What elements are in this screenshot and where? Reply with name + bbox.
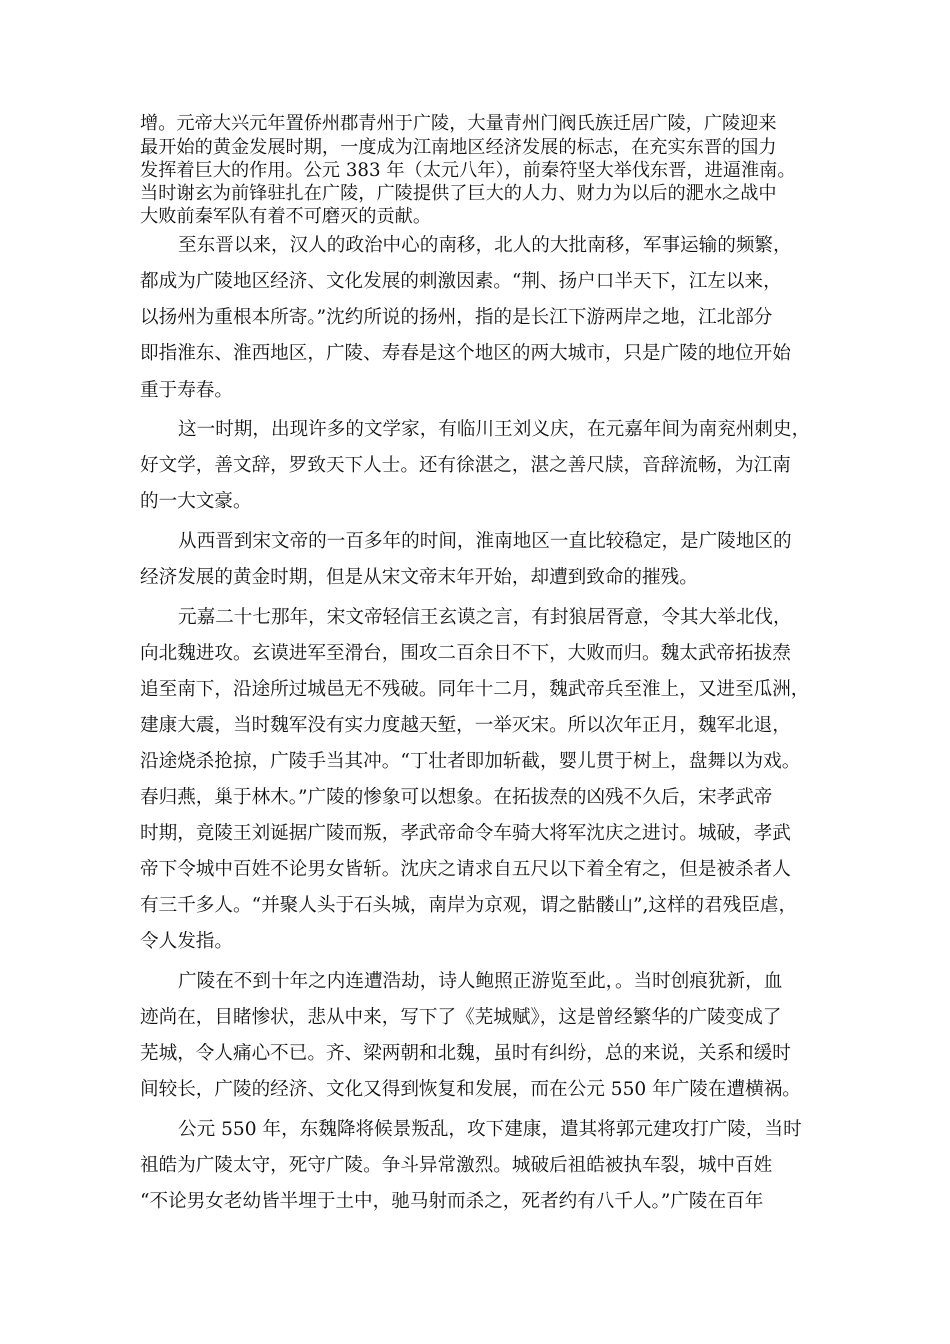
text-line: 时期，竟陵王刘诞据广陵而叛，孝武帝命令车骑大将军沈庆之进讨。城破，孝武 — [140, 823, 791, 844]
text-line: 当时谢玄为前锋驻扎在广陵，广陵提供了巨大的人力、财力为以后的淝水之战中 — [140, 183, 777, 204]
text-line: 公元 550 年，东魏降将候景叛乱，攻下建康，遣其将郭元建攻打广陵，当时 — [178, 1119, 802, 1140]
text-line: 都成为广陵地区经济、文化发展的刺激因素。“荆、扬户口半天下，江左以来， — [140, 271, 782, 292]
text-line: 迹尚在，目睹惨状，悲从中来，写下了《芜城赋》，这是曾经繁华的广陵变成了 — [140, 1007, 782, 1028]
text-line: 帝下令城中百姓不论男女皆斩。沈庆之请求自五尺以下着全宥之，但是被杀者人 — [140, 859, 791, 880]
text-line: 经济发展的黄金时期，但是从宋文帝末年开始，却遭到致命的摧残。 — [140, 567, 698, 588]
text-line: 增。元帝大兴元年置侨州郡青州于广陵，大量青州门阀氏族迁居广陵，广陵迎来 — [140, 113, 777, 134]
text-line: 大败前秦军队有着不可磨灭的贡献。 — [140, 206, 432, 227]
text-line: 建康大震，当时魏军没有实力度越天堑，一举灭宋。所以次年正月，魏军北退， — [140, 715, 791, 736]
text-line: 春归燕，巢于林木。”广陵的惨象可以想象。在拓拔焘的凶残不久后，宋孝武帝 — [140, 787, 773, 808]
text-line: 即指淮东、淮西地区，广陵、寿春是这个地区的两大城市，只是广陵的地位开始 — [140, 343, 791, 364]
text-line: “不论男女老幼皆半埋于土中，驰马射而杀之，死者约有八千人。”广陵在百年 — [140, 1191, 764, 1212]
text-line: 的一大文豪。 — [140, 491, 252, 512]
text-line: 追至南下，沿途所过城邑无不残破。同年十二月，魏武帝兵至淮上，又进至瓜洲， — [140, 679, 810, 700]
text-line: 以扬州为重根本所寄。”沈约所说的扬州，指的是长江下游两岸之地，江北部分 — [140, 307, 773, 328]
text-line: 至东晋以来，汉人的政治中心的南移，北人的大批南移，军事运输的频繁， — [178, 235, 792, 256]
text-line: 向北魏进攻。玄谟进军至滑台，围攻二百余日不下，大败而归。魏太武帝拓拔焘 — [140, 643, 791, 664]
text-line: 这一时期，出现许多的文学家，有临川王刘义庆，在元嘉年间为南兖州刺史， — [178, 419, 811, 440]
text-line: 广陵在不到十年之内连遭浩劫，诗人鲍照正游览至此，。当时创痕犹新，血 — [178, 971, 783, 992]
text-line: 沿途烧杀抢掠，广陵手当其冲。“丁壮者即加斩截，婴儿贯于树上，盘舞以为戏。 — [140, 751, 801, 772]
text-line: 间较长，广陵的经济、文化又得到恢复和发展，而在公元 550 年广陵在遭横祸。 — [140, 1079, 801, 1100]
text-line: 最开始的黄金发展时期，一度成为江南地区经济发展的标志，在充实东晋的国力 — [140, 137, 777, 158]
text-line: 令人发指。 — [140, 931, 233, 952]
text-line: 从西晋到宋文帝的一百多年的时间，淮南地区一直比较稳定，是广陵地区的 — [178, 531, 792, 552]
text-line: 元嘉二十七那年，宋文帝轻信王玄谟之言，有封狼居胥意，令其大举北伐， — [178, 607, 792, 628]
text-line: 发挥着巨大的作用。公元 383 年（太元八年），前秦符坚大举伐东晋，进逼淮南。 — [140, 160, 796, 181]
text-line: 有三千多人。“并聚人头于石头城，南岸为京观，谓之骷髅山”,这样的君残臣虐， — [140, 895, 798, 916]
text-line: 祖皓为广陵太守，死守广陵。争斗异常激烈。城破后祖皓被执车裂，城中百姓 — [140, 1155, 773, 1176]
text-line: 芜城，令人痛心不已。齐、梁两朝和北魏，虽时有纠纷，总的来说，关系和缓时 — [140, 1043, 791, 1064]
text-line: 好文学，善文辞，罗致天下人士。还有徐湛之，湛之善尺牍，音辞流畅，为江南 — [140, 455, 791, 476]
text-line: 重于寿春。 — [140, 380, 233, 401]
